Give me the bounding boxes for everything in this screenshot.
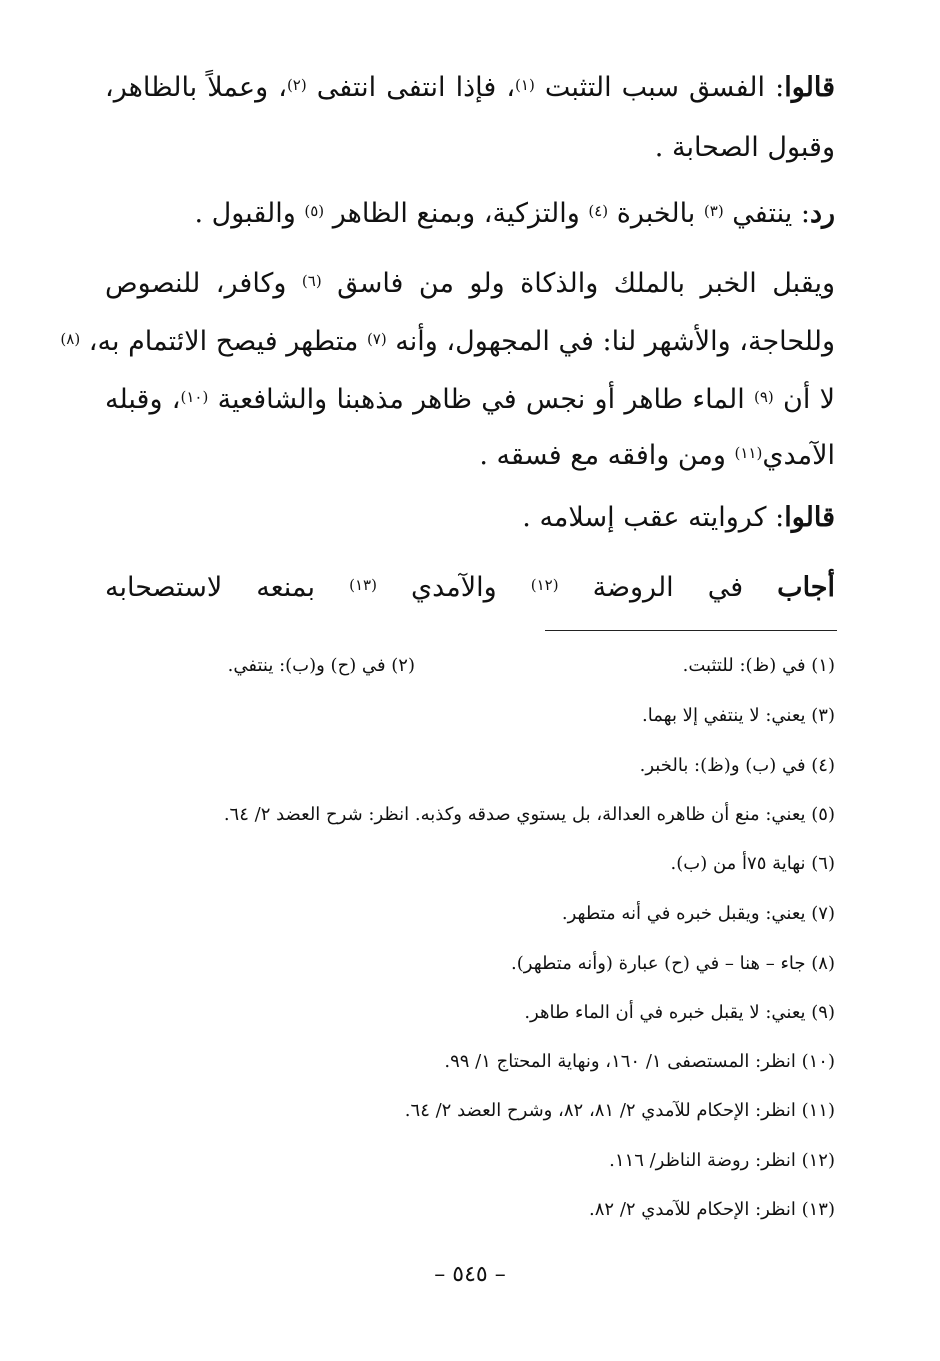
footnote: (١١) انظر: الإحكام للآمدي ٢/ ٨١، ٨٢، وشرح العضد ٢/ ٦٤. xyxy=(404,1100,835,1121)
footnote-marker: (٧) xyxy=(366,330,387,348)
footnote: (٦) نهاية ٧٥أ من (ب). xyxy=(670,853,835,874)
text-run: متطهر فيصح الائتمام به، xyxy=(80,326,367,357)
footnote: (٧) يعني: ويقبل خبره في أنه متطهر. xyxy=(561,903,835,924)
text-run: لا أن xyxy=(773,384,835,415)
text-line xyxy=(522,502,835,534)
footnote-marker: (١) xyxy=(515,76,535,94)
text-run: وللحاجة، والأشهر لنا: في المجهول، وأنه xyxy=(386,326,835,357)
text-run: في الروضة xyxy=(558,572,778,603)
footnote-marker: (١١) xyxy=(734,444,763,462)
lead-word: رد xyxy=(809,198,835,229)
lead-word: قالوا xyxy=(784,72,835,103)
text-run: والتزكية، وبمنع الظاهر xyxy=(324,198,589,229)
footnote-marker: (٥) xyxy=(304,202,325,220)
text-run: والآمدي xyxy=(376,572,531,603)
text-run: ، وعملاً بالظاهر، xyxy=(105,72,287,103)
text-run: ، وقبله xyxy=(105,384,181,415)
footnote: (١٢) انظر: روضة الناظر/ ١١٦. xyxy=(609,1150,835,1171)
text-line xyxy=(105,72,835,104)
footnote-marker: (٦) xyxy=(301,272,322,290)
footnote-marker: (٨) xyxy=(60,330,81,348)
footnote-marker: (١٣) xyxy=(349,576,377,594)
footnote: (٥) يعني: منع أن ظاهره العدالة، بل يستوي صدقه وكذبه. انظر: شرح العضد ٢/ ٦٤. xyxy=(223,804,835,825)
footnote-marker: (٩) xyxy=(753,388,774,406)
text-line xyxy=(105,268,835,300)
text-run: : الفسق سبب التثبت xyxy=(534,72,785,103)
footnote: (٣) يعني: لا ينتفي إلا بهما. xyxy=(642,705,835,726)
footnote: (٤) في (ب) و(ظ): بالخبر. xyxy=(639,755,835,776)
footnote-marker: (٣) xyxy=(703,202,724,220)
footnote: (١) في (ظ): للتثبت. xyxy=(682,655,835,676)
footnote-marker: (١٢) xyxy=(530,576,559,594)
text-run: الآمدي xyxy=(762,440,835,471)
text-line xyxy=(194,198,835,230)
text-run: والقبول . xyxy=(194,198,305,229)
text-line xyxy=(60,326,835,358)
text-run: الماء طاهر أو نجس في ظاهر مذهبنا والشافعية xyxy=(208,384,754,415)
lead-word: قالوا xyxy=(784,502,835,533)
page-number: – ٥٤٥ – xyxy=(434,1262,506,1287)
footnote-separator xyxy=(545,630,837,631)
footnote: (١٠) انظر: المستصفى ١/ ١٦٠، ونهاية المحتاج ١/ ٩٩. xyxy=(444,1051,835,1072)
text-line xyxy=(479,440,835,472)
text-run: بالخبرة xyxy=(608,198,704,229)
footnote-marker: (٤) xyxy=(588,202,609,220)
text-line xyxy=(105,572,835,604)
text-run: ويقبل الخبر بالملك والذكاة ولو من فاسق xyxy=(321,268,835,299)
footnote: (٩) يعني: لا يقبل خبره في أن الماء طاهر. xyxy=(524,1002,835,1023)
lead-word: أجاب xyxy=(777,572,835,603)
text-run: وقبول الصحابة . xyxy=(654,132,835,163)
footnote-marker: (١٠) xyxy=(180,388,209,406)
footnote-marker: (٢) xyxy=(286,76,307,94)
text-run: : ينتفي xyxy=(723,198,810,229)
text-line xyxy=(105,384,835,416)
footnote: (٢) في (ح) و(ب): ينتفي. xyxy=(227,655,415,676)
text-line xyxy=(655,132,835,164)
footnote: (١٣) انظر: الإحكام للآمدي ٢/ ٨٢. xyxy=(589,1199,835,1220)
text-run: وكافر، للنصوص xyxy=(105,268,302,299)
text-run: : كروايته عقب إسلامه . xyxy=(522,502,785,533)
text-run: ومن وافقه مع فسقه . xyxy=(479,440,735,471)
footnote: (٨) جاء – هنا – في (ح) عبارة (وأنه متطهر). xyxy=(511,953,835,974)
text-run: ، فإذا انتفى انتفى xyxy=(306,72,516,103)
text-run: بمنعه لاستصحابه xyxy=(105,572,350,603)
